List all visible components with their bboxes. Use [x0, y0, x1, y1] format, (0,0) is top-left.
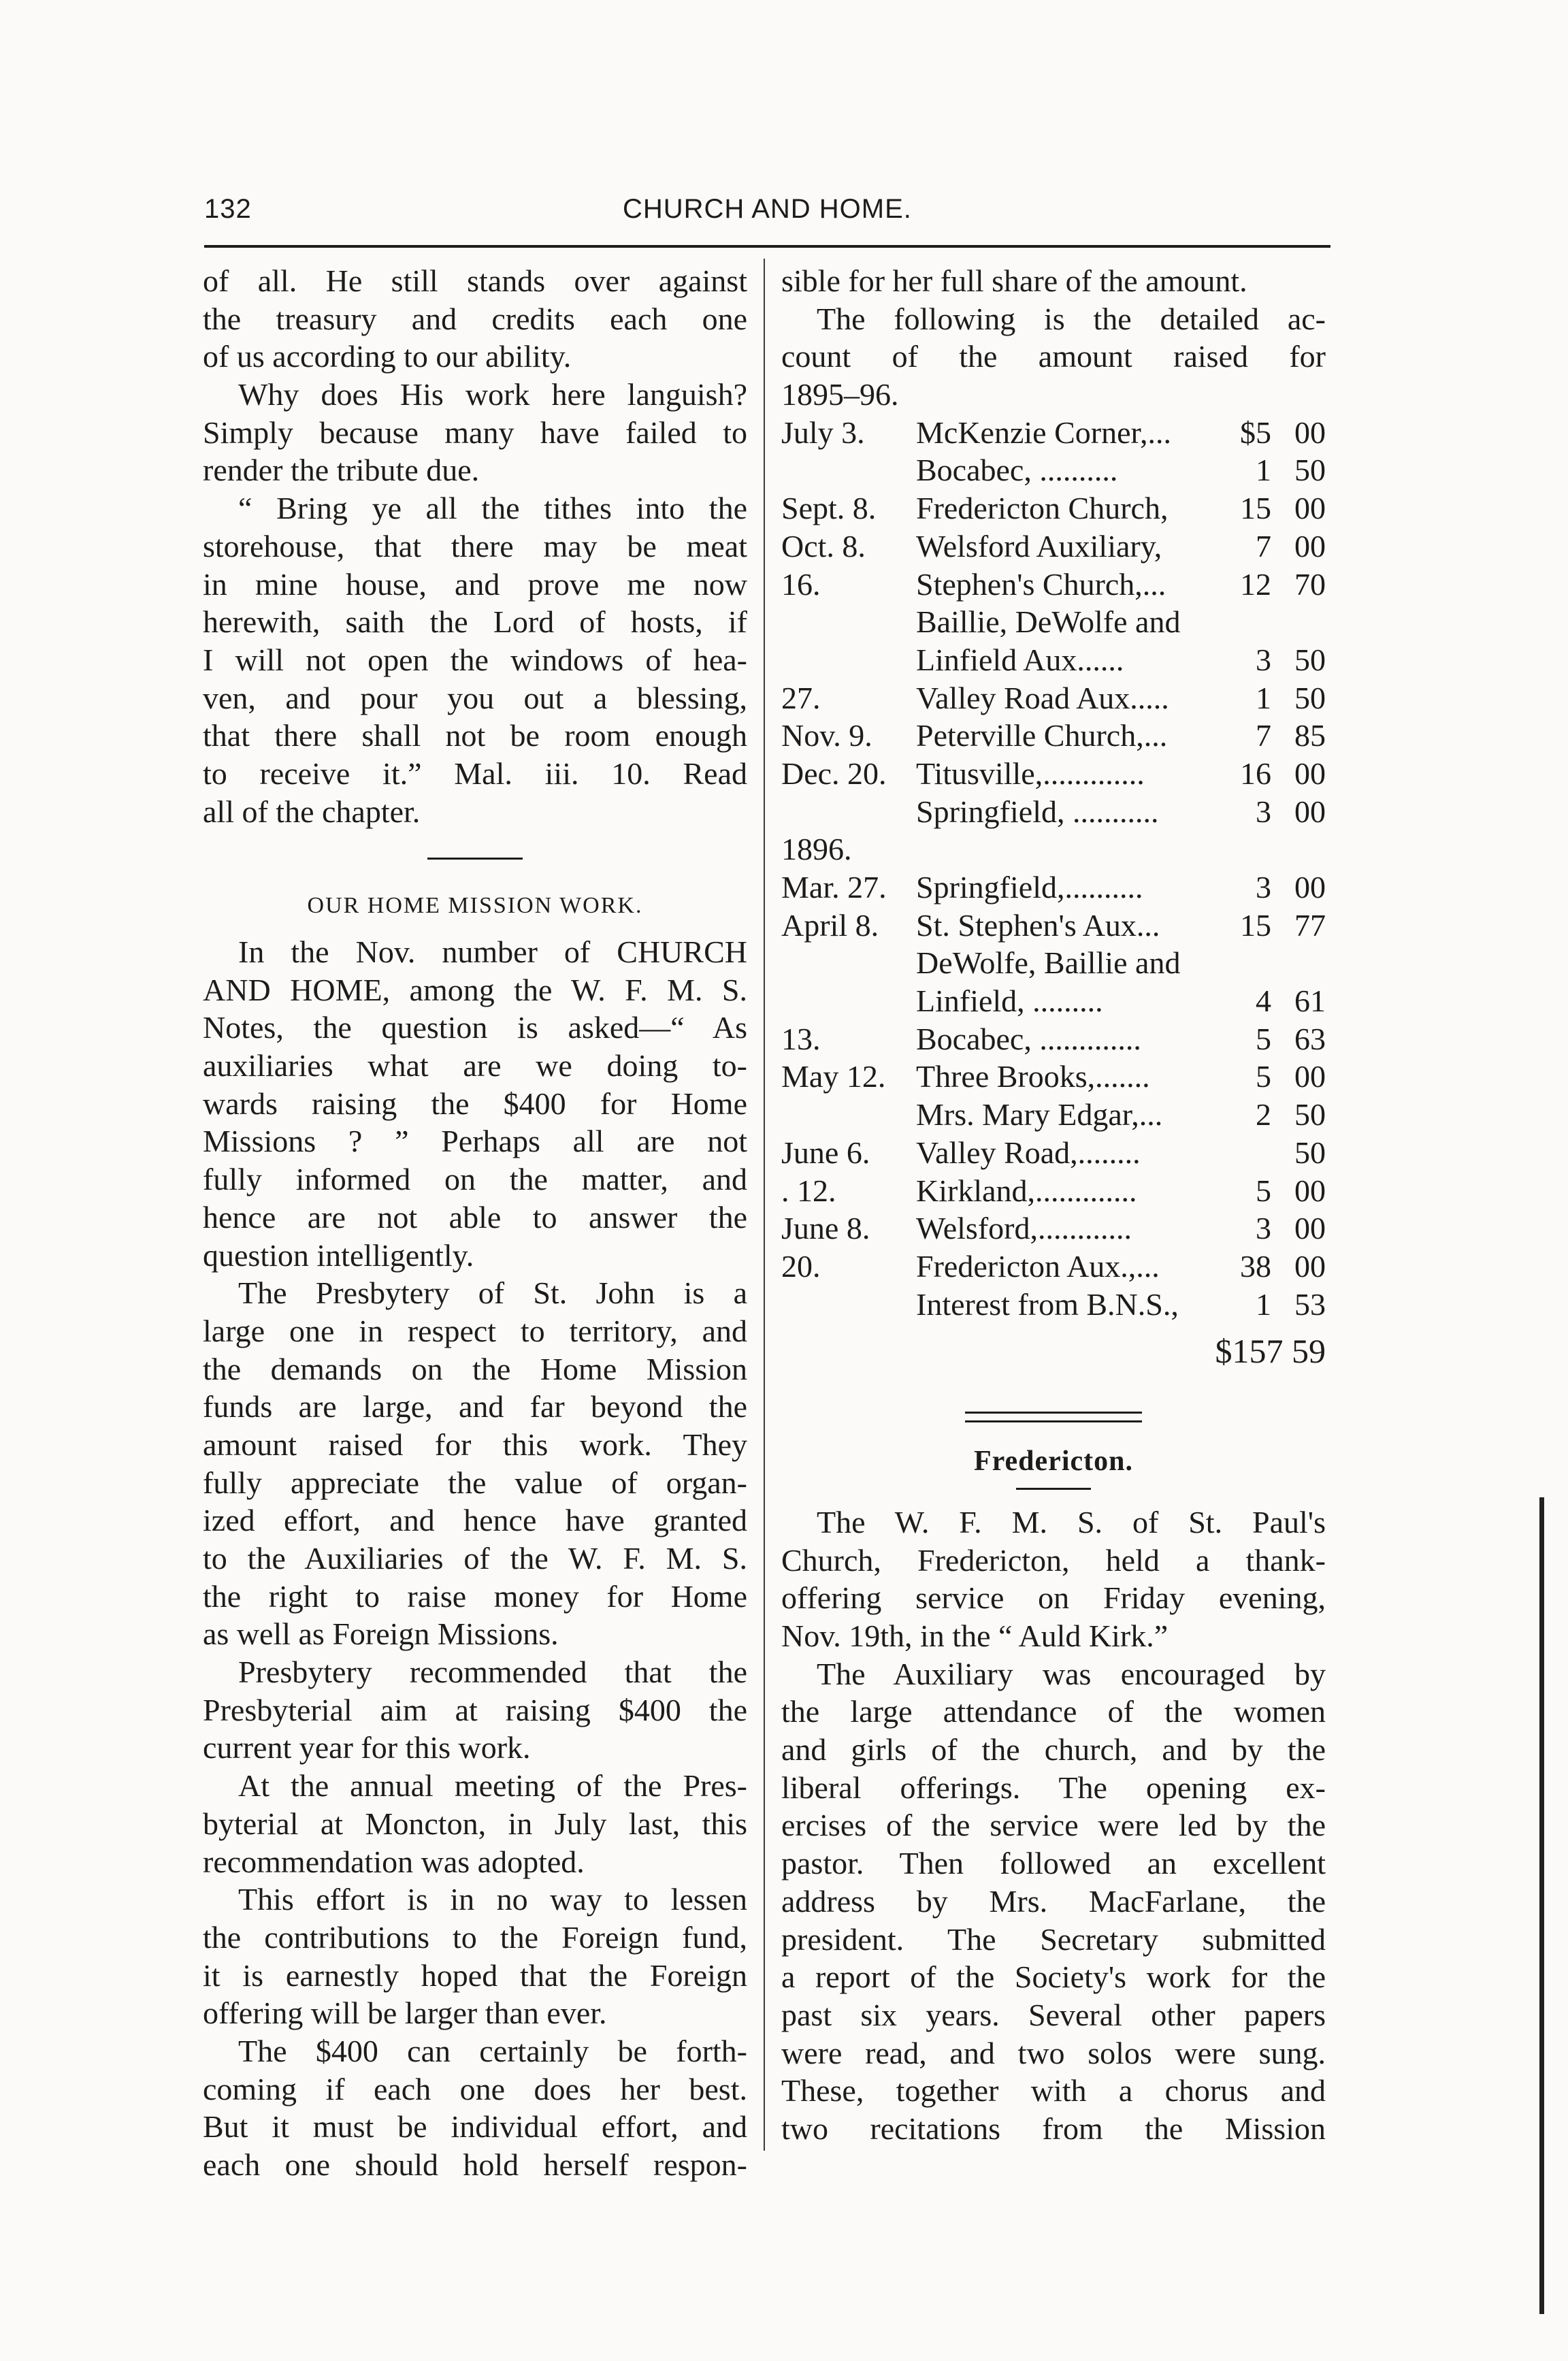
account-cents: 00: [1294, 528, 1326, 564]
account-cents: 53: [1294, 1286, 1326, 1322]
account-name: Springfield, ...........: [916, 794, 1159, 829]
text-line: wards raising the $400 for Home: [203, 1086, 747, 1121]
section-heading: Fredericton.: [974, 1446, 1133, 1478]
account-cents: 00: [1294, 755, 1326, 791]
text-line: amount raised for this work. They: [203, 1427, 747, 1462]
account-date: 27.: [781, 680, 821, 715]
account-cents: 77: [1294, 907, 1326, 943]
text-line: it is earnestly hoped that the Foreign: [203, 1957, 747, 1993]
account-date: June 8.: [781, 1211, 870, 1246]
account-table-1896: [781, 868, 1326, 1323]
account-row: [781, 1134, 1326, 1172]
account-name: DeWolfe, Baillie and: [916, 945, 1181, 981]
account-cents: 85: [1294, 718, 1326, 753]
account-dollars: 5: [1256, 1173, 1271, 1208]
account-date: Oct. 8.: [781, 528, 866, 564]
account-row: [781, 489, 1326, 527]
account-row: [781, 1020, 1326, 1058]
account-name: Titusville,.............: [916, 755, 1145, 791]
text-line: The W. F. M. S. of St. Paul's: [817, 1504, 1326, 1540]
account-dollars: 2: [1256, 1097, 1271, 1133]
paragraph: [203, 1880, 747, 2032]
paragraph: [203, 1274, 747, 1653]
paragraph: [203, 933, 747, 1274]
account-cents: 00: [1294, 491, 1326, 526]
account-cents: 50: [1294, 680, 1326, 715]
text-line: liberal offerings. The opening ex-: [781, 1770, 1326, 1805]
account-name: St. Stephen's Aux...: [916, 907, 1160, 943]
account-cents: 00: [1294, 1059, 1326, 1094]
account-name: Valley Road,........: [916, 1135, 1141, 1170]
text-line: Church, Fredericton, held a thank-: [781, 1542, 1326, 1578]
text-line: Nov. 19th, in the “ Auld Kirk.”: [781, 1618, 1169, 1653]
text-line: coming if each one does her best.: [203, 2071, 747, 2106]
account-name: Bocabec, ..........: [916, 453, 1118, 488]
text-line: The Presbytery of St. John is a: [238, 1275, 747, 1311]
account-row: [781, 793, 1326, 831]
account-date: April 8.: [781, 907, 879, 943]
account-row: [781, 603, 1326, 641]
account-date: Nov. 9.: [781, 718, 872, 753]
account-cents: 00: [1294, 1248, 1326, 1284]
text-line: ized effort, and hence have granted: [203, 1503, 747, 1538]
text-line: But it must be individual effort, and: [203, 2109, 747, 2145]
text-line: offering will be larger than ever.: [203, 1996, 607, 2031]
text-line: storehouse, that there may be meat: [203, 528, 747, 564]
account-row: [781, 679, 1326, 717]
account-date: July 3.: [781, 414, 865, 450]
text-line: the demands on the Home Mission: [203, 1351, 747, 1386]
text-line: AND HOME, among the W. F. M. S.: [203, 972, 747, 1007]
text-line: Missions ? ” Perhaps all are not: [203, 1124, 747, 1159]
paragraph: [203, 1767, 747, 1880]
account-name: Springfield,..........: [916, 870, 1143, 905]
text-line: to the Auxiliaries of the W. F. M. S.: [203, 1541, 747, 1576]
account-row: [781, 944, 1326, 982]
page-number: 132: [204, 194, 252, 224]
account-row: [781, 1172, 1326, 1210]
text-line: all of the chapter.: [203, 794, 421, 829]
text-line: a report of the Society's work for the: [781, 1959, 1326, 1995]
section-separator: [427, 858, 523, 860]
paragraph: [781, 300, 1326, 414]
account-row: [781, 907, 1326, 945]
account-name: Linfield, .........: [916, 983, 1103, 1019]
account-name: Welsford Auxiliary,: [916, 528, 1162, 564]
running-head: CHURCH AND HOME.: [623, 194, 912, 224]
account-row: [781, 1248, 1326, 1286]
account-dollars: 1: [1256, 453, 1271, 488]
account-date: 20.: [781, 1248, 821, 1284]
account-row: [781, 414, 1326, 452]
account-row: [781, 1209, 1326, 1248]
account-name: McKenzie Corner,...: [916, 414, 1171, 450]
account-cents: 50: [1294, 642, 1326, 677]
text-line: large one in respect to territory, and: [203, 1313, 747, 1348]
account-dollars: $5: [1240, 414, 1271, 450]
account-cents: 00: [1294, 414, 1326, 450]
account-table-1895: [781, 414, 1326, 831]
account-total-row: [781, 1323, 1326, 1378]
account-dollars: 5: [1256, 1021, 1271, 1056]
account-dollars: 15: [1240, 907, 1271, 943]
account-row: [781, 566, 1326, 604]
account-name: Interest from B.N.S.,: [916, 1286, 1179, 1322]
text-line: address by Mrs. MacFarlane, the: [781, 1883, 1326, 1919]
text-line: At the annual meeting of the Pres-: [238, 1768, 747, 1804]
scan-edge-mark: [1539, 1497, 1544, 2314]
text-line: of all. He still stands over against: [203, 263, 747, 298]
account-total: $157 59: [1215, 1332, 1326, 1371]
account-date: Dec. 20.: [781, 755, 887, 791]
text-line: were read, and two solos were sung.: [781, 2035, 1326, 2070]
text-line: ercises of the service were led by the: [781, 1808, 1326, 1843]
section-separator: [965, 1412, 1142, 1422]
text-line: funds are large, and far beyond the: [203, 1389, 747, 1424]
account-row: [781, 641, 1326, 679]
account-dollars: 3: [1256, 1211, 1271, 1246]
paragraph: [203, 376, 747, 489]
text-line: two recitations from the Mission: [781, 2111, 1326, 2146]
account-cents: 00: [1294, 1211, 1326, 1246]
account-date: 16.: [781, 566, 821, 602]
account-name: Peterville Church,...: [916, 718, 1168, 753]
account-name: Mrs. Mary Edgar,...: [916, 1097, 1163, 1133]
account-row: [781, 527, 1326, 566]
text-line: The $400 can certainly be forth-: [238, 2033, 747, 2068]
paragraph: [203, 262, 747, 376]
account-cents: 00: [1294, 1173, 1326, 1208]
account-dollars: 3: [1256, 870, 1271, 905]
account-cents: 70: [1294, 566, 1326, 602]
text-line: in mine house, and prove me now: [203, 566, 747, 602]
text-line: the large attendance of the women: [781, 1694, 1326, 1729]
account-name: Linfield Aux......: [916, 642, 1124, 677]
account-name: Baillie, DeWolfe and: [916, 604, 1181, 640]
text-line: “ Bring ye all the tithes into the: [238, 491, 747, 526]
text-line: render the tribute due.: [203, 453, 480, 488]
text-line: hence are not able to answer the: [203, 1199, 747, 1235]
account-dollars: 15: [1240, 491, 1271, 526]
text-line: recommendation was adopted.: [203, 1844, 585, 1879]
account-dollars: 16: [1240, 755, 1271, 791]
account-date: June 6.: [781, 1135, 870, 1170]
right-column: [781, 262, 1326, 2148]
text-line: pastor. Then followed an excellent: [781, 1846, 1326, 1881]
text-line: to receive it.” Mal. iii. 10. Read: [203, 755, 747, 791]
account-name: Fredericton Church,: [916, 491, 1169, 526]
account-row: [781, 1096, 1326, 1134]
account-row: [781, 868, 1326, 907]
account-row: [781, 451, 1326, 489]
account-dollars: 38: [1240, 1248, 1271, 1284]
account-name: Welsford,............: [916, 1211, 1132, 1246]
text-line: the right to raise money for Home: [203, 1578, 747, 1614]
paragraph: [203, 2032, 747, 2184]
account-date: . 12.: [781, 1173, 836, 1208]
account-name: Bocabec, .............: [916, 1021, 1141, 1056]
account-row: [781, 1058, 1326, 1096]
header-rule: [204, 245, 1330, 248]
left-column: [203, 262, 747, 2184]
text-line: and girls of the church, and by the: [781, 1732, 1326, 1768]
text-line: herewith, saith the Lord of hosts, if: [203, 604, 747, 640]
text-line: that there shall not be room enough: [203, 718, 747, 753]
account-name: Stephen's Church,...: [916, 566, 1166, 602]
heading-underline: [1016, 1488, 1091, 1490]
text-line: fully appreciate the value of organ-: [203, 1465, 747, 1500]
account-name: Fredericton Aux.,...: [916, 1248, 1160, 1284]
column-divider: [764, 259, 765, 2151]
account-cents: 50: [1294, 1097, 1326, 1133]
text-line: as well as Foreign Missions.: [203, 1616, 559, 1652]
text-line: In the Nov. number of CHURCH: [238, 934, 747, 969]
account-name: Kirkland,.............: [916, 1173, 1137, 1208]
text-line: Presbytery recommended that the: [238, 1655, 747, 1690]
page-header: [204, 194, 1330, 232]
account-cents: 61: [1294, 983, 1326, 1019]
paragraph: [781, 1655, 1326, 2148]
text-line: offering service on Friday evening,: [781, 1580, 1326, 1616]
text-line: question intelligently.: [203, 1237, 474, 1273]
text-line: ven, and pour you out a blessing,: [203, 680, 747, 715]
text-line: the treasury and credits each one: [203, 301, 747, 336]
section-heading: OUR HOME MISSION WORK.: [307, 893, 643, 919]
text-line: current year for this work.: [203, 1730, 531, 1765]
text-line: The following is the detailed ac-: [817, 301, 1326, 336]
text-line: each one should hold herself respon-: [203, 2147, 747, 2182]
account-row: [781, 1286, 1326, 1324]
text-line: of us according to our ability.: [203, 339, 572, 374]
text-line: past six years. Several other papers: [781, 1997, 1326, 2032]
account-dollars: 3: [1256, 794, 1271, 829]
account-dollars: 5: [1256, 1059, 1271, 1094]
account-row: [781, 717, 1326, 755]
account-name: Three Brooks,.......: [916, 1059, 1150, 1094]
account-dollars: 4: [1256, 983, 1271, 1019]
account-dollars: 7: [1256, 528, 1271, 564]
text-line: president. The Secretary submitted: [781, 1921, 1326, 1957]
year-label: 1896.: [781, 832, 852, 867]
account-date: Mar. 27.: [781, 870, 887, 905]
account-date: Sept. 8.: [781, 491, 877, 526]
text-line: 1895–96.: [781, 377, 899, 412]
text-line: fully informed on the matter, and: [203, 1162, 747, 1197]
text-line: Why does His work here languish?: [238, 377, 747, 412]
text-line: Notes, the question is asked—“ As: [203, 1010, 747, 1045]
account-date: 13.: [781, 1021, 821, 1056]
account-cents: 00: [1294, 870, 1326, 905]
account-dollars: 1: [1256, 1286, 1271, 1322]
text-line: count of the amount raised for: [781, 339, 1326, 374]
text-line: byterial at Moncton, in July last, this: [203, 1806, 747, 1841]
text-line: Presbyterial aim at raising $400 the: [203, 1692, 747, 1727]
text-line: the contributions to the Foreign fund,: [203, 1919, 747, 1955]
paragraph: [203, 489, 747, 830]
text-line: The Auxiliary was encouraged by: [817, 1656, 1326, 1691]
text-line: I will not open the windows of hea-: [203, 642, 747, 677]
paragraph: [203, 1653, 747, 1767]
text-line: auxiliaries what are we doing to-: [203, 1048, 747, 1084]
account-dollars: 1: [1256, 680, 1271, 715]
account-name: Valley Road Aux.....: [916, 680, 1169, 715]
account-cents: 00: [1294, 794, 1326, 829]
account-cents: 50: [1294, 453, 1326, 488]
account-cents: 63: [1294, 1021, 1326, 1056]
text-line: sible for her full share of the amount.: [781, 263, 1247, 298]
account-dollars: 12: [1240, 566, 1271, 602]
account-dollars: 3: [1256, 642, 1271, 677]
account-date: May 12.: [781, 1059, 886, 1094]
text-line: These, together with a chorus and: [781, 2073, 1326, 2108]
account-row: [781, 982, 1326, 1020]
paragraph: [781, 1503, 1326, 1655]
account-cents: 50: [1294, 1135, 1326, 1170]
account-row: [781, 755, 1326, 793]
text-line: Simply because many have failed to: [203, 414, 747, 450]
text-line: This effort is in no way to lessen: [238, 1882, 747, 1917]
account-dollars: 7: [1256, 718, 1271, 753]
